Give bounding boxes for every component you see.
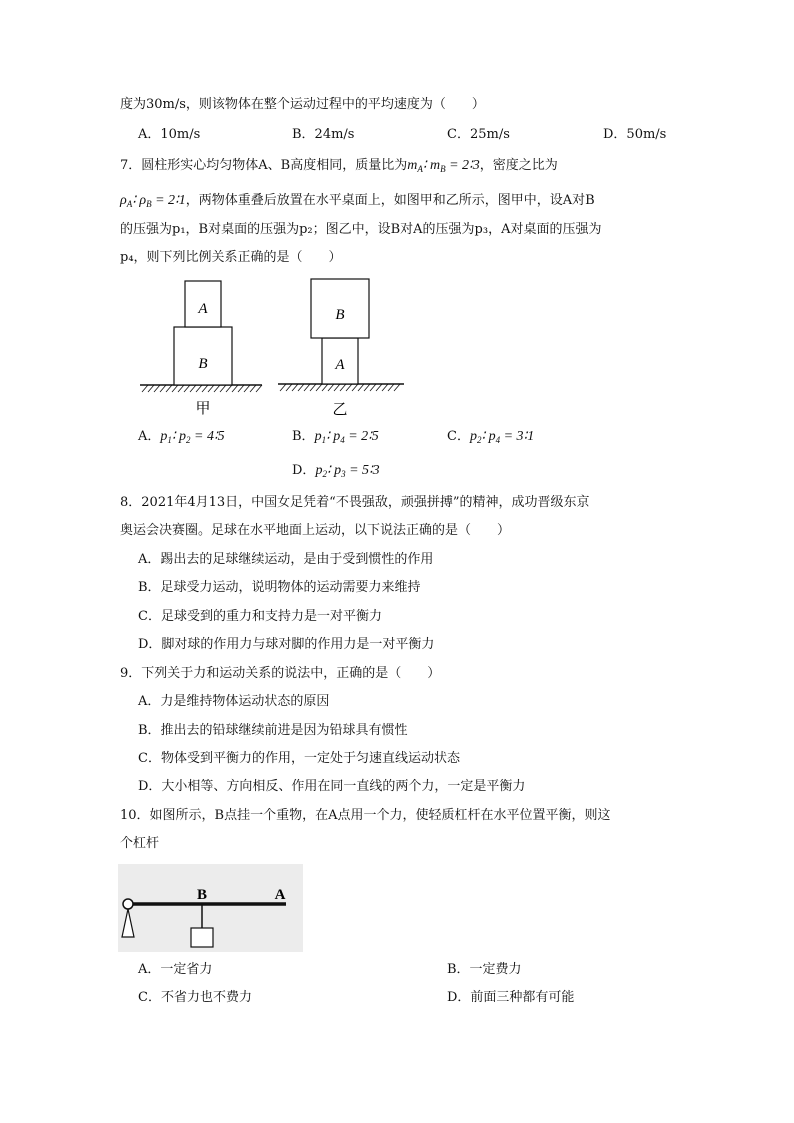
- q6-option-c[interactable]: C．25m/s: [447, 127, 510, 142]
- q6-stem-continuation: 度为30m/s，则该物体在整个运动过程中的平均速度为（ ）: [120, 97, 485, 112]
- q8-stem-line1: 8．2021年4月13日，中国女足凭着“不畏强敌，顽强拼搏”的精神，成功晋级东京: [120, 495, 590, 510]
- q7-option-c[interactable]: C．$p_2∶$ $p_4$ = 3∶1: [447, 429, 535, 445]
- q10-lever-figure: [118, 864, 303, 952]
- q6-option-a[interactable]: A．10m/s: [138, 127, 201, 142]
- q9-option-d[interactable]: D．大小相等、方向相反、作用在同一直线的两个力，一定是平衡力: [138, 779, 526, 794]
- q7-density-ratio: $\rho_A∶$ $\rho_B$ = 2∶1: [120, 193, 186, 209]
- q8-option-a[interactable]: A．踢出去的足球继续运动，是由于受到惯性的作用: [138, 552, 434, 567]
- q6-option-d[interactable]: D．50m/s: [603, 127, 667, 142]
- q7-caption-left: 甲: [195, 399, 211, 417]
- q7-caption-right: 乙: [332, 400, 348, 418]
- q9-option-b[interactable]: B．推出去的铅球继续前进是因为铅球具有惯性: [138, 723, 408, 738]
- q10-option-d[interactable]: D．前面三种都有可能: [447, 990, 575, 1005]
- q10-pivot: [123, 899, 133, 909]
- q6-option-b[interactable]: B．24m/s: [292, 127, 355, 142]
- q7-label-left-top: A: [198, 301, 208, 317]
- q7-label-left-bottom: B: [198, 356, 208, 372]
- q7-figure-right: [278, 279, 404, 418]
- q10-option-a[interactable]: A．一定省力: [138, 962, 213, 977]
- q8-option-d[interactable]: D．脚对球的作用力与球对脚的作用力是一对平衡力: [138, 637, 435, 652]
- q7-label-right-bottom: A: [335, 357, 345, 373]
- q7-option-d[interactable]: D．$p_2∶$ $p_3$ = 5∶3: [292, 463, 380, 479]
- q7-stem-line2: $\rho_A∶$ $\rho_B$ = 2∶1，两物体重叠后放置在水平桌面上，如图甲和乙所示，图甲中，设A对B: [120, 193, 595, 209]
- q10-stem-line2: 个杠杆: [120, 836, 160, 851]
- q7-option-a[interactable]: A．$p_1∶$ $p_2$ = 4∶5: [138, 429, 225, 445]
- q9-option-a[interactable]: A．力是维持物体运动状态的原因: [138, 694, 330, 709]
- q9-stem: 9．下列关于力和运动关系的说法中，正确的是（ ）: [120, 666, 441, 681]
- q7-stem-line4: p₄，则下列比例关系正确的是（ ）: [120, 250, 342, 265]
- q10-option-c[interactable]: C．不省力也不费力: [138, 990, 252, 1005]
- q9-option-c[interactable]: C．物体受到平衡力的作用，一定处于匀速直线运动状态: [138, 751, 460, 766]
- q8-option-c[interactable]: C．足球受到的重力和支持力是一对平衡力: [138, 609, 382, 624]
- q7-option-b[interactable]: B．$p_1∶$ $p_4$ = 2∶5: [292, 429, 379, 445]
- q7-stem-line3: 的压强为p₁，B对桌面的压强为p₂；图乙中，设B对A的压强为p₃，A对桌面的压强为: [120, 222, 602, 237]
- q10-label-b: B: [196, 887, 208, 903]
- q8-option-b[interactable]: B．足球受力运动，说明物体的运动需要力来维持: [138, 580, 421, 595]
- q10-weight: [191, 928, 213, 947]
- q8-stem-line2: 奥运会决赛圈。足球在水平地面上运动，以下说法正确的是（ ）: [120, 523, 511, 538]
- q10-option-b[interactable]: B．一定费力: [447, 962, 522, 977]
- q10-label-a: A: [274, 887, 286, 903]
- q10-stem-line1: 10．如图所示，B点挂一个重物，在A点用一个力，使轻质杠杆在水平位置平衡，则这: [120, 808, 611, 823]
- q7-figure: [130, 276, 420, 420]
- q7-figure-left: [140, 281, 262, 417]
- q7-label-right-top: B: [335, 307, 345, 323]
- q7-stem-line1: 7．圆柱形实心均匀物体A、B高度相同，质量比为$m_A∶$ $m_B$ = 2∶3，密度之比为: [120, 158, 558, 174]
- q7-mass-ratio: $m_A∶$ $m_B$ = 2∶3: [407, 158, 480, 174]
